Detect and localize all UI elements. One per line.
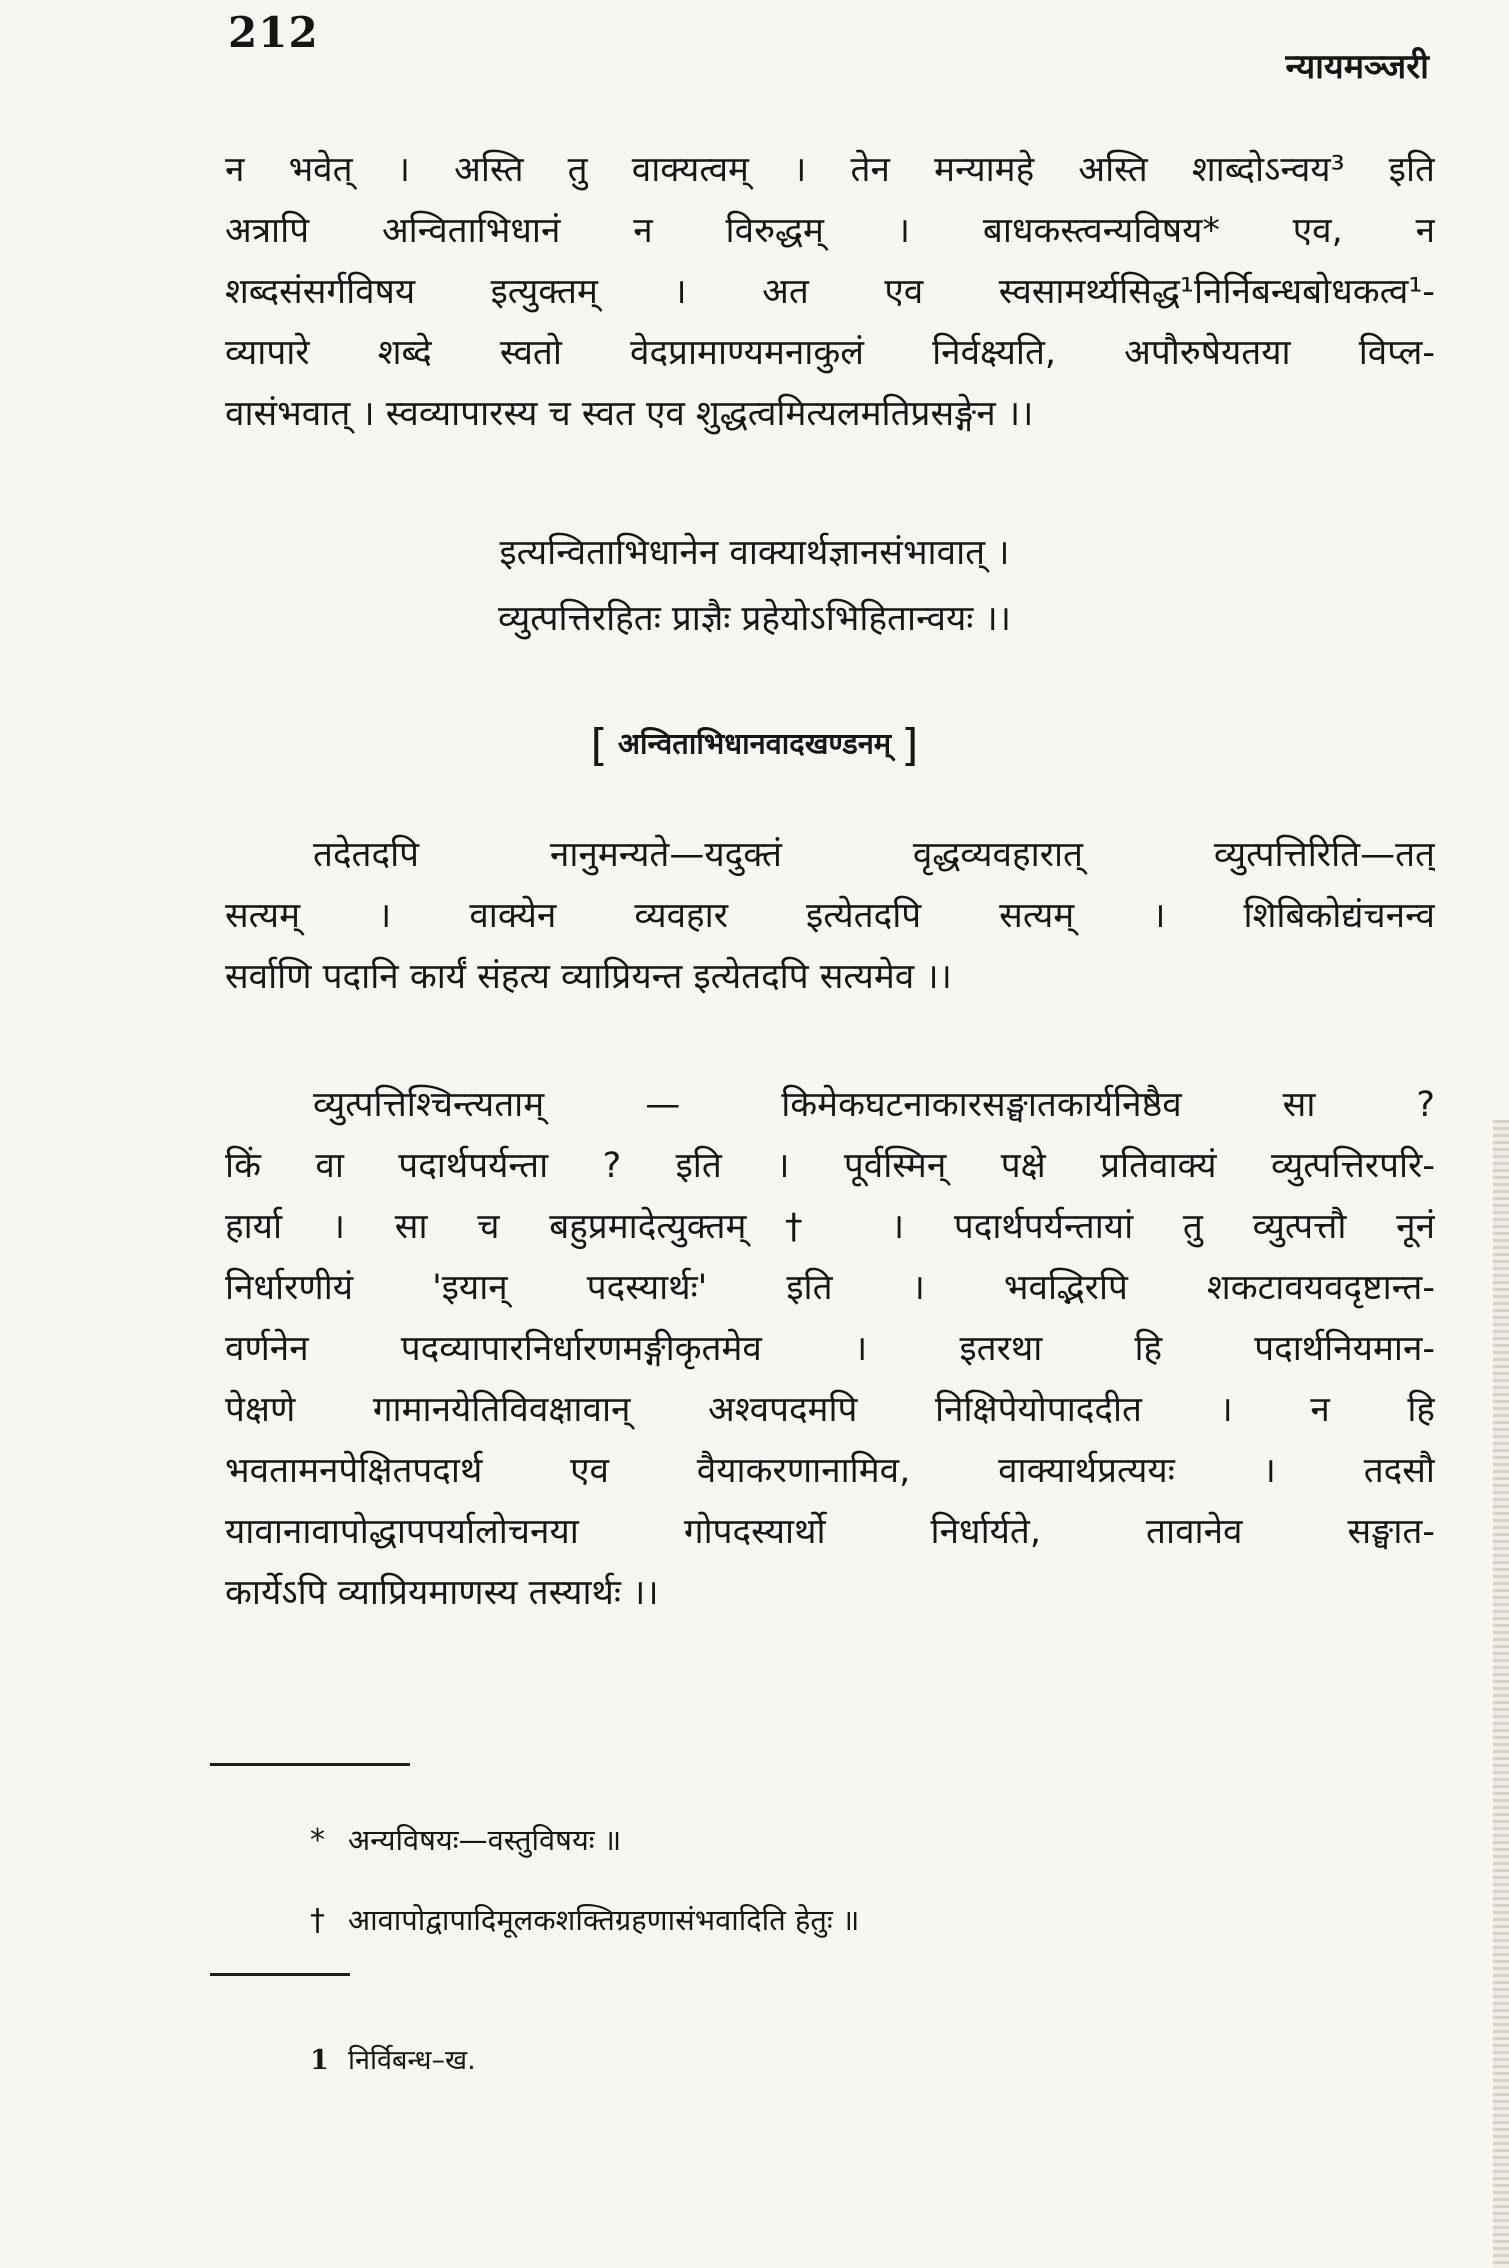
text-line: व्यापारे शब्दे स्वतो वेदप्रामाण्यमनाकुलं निर्वक्ष्यति, अपौरुषेयतया विप्ल- xyxy=(225,333,1435,373)
text-line: कार्येऽपि व्याप्रियमाणस्य तस्यार्थः ।। xyxy=(225,1573,659,1613)
heading-text: अन्विताभिधानवादखण्डनम् xyxy=(617,726,892,761)
footnote xyxy=(310,1820,621,1859)
footnote-mark: † xyxy=(310,1903,325,1938)
verse-line: इत्यन्विताभिधानेन वाक्यार्थज्ञानसंभावात् । xyxy=(499,533,1010,573)
verse-block xyxy=(0,520,1509,652)
heading-open-bracket: [ xyxy=(590,720,608,771)
page-number: 212 xyxy=(228,8,319,57)
text-line: पेक्षणे गामानयेतिविवक्षावान् अश्वपदमपि निक्षिपेयोपाददीत । न हि xyxy=(225,1390,1435,1430)
text-line: सत्यम् । वाक्येन व्यवहार इत्येतदपि सत्यम् । शिबिकोद्यंचनन्व xyxy=(225,896,1435,936)
heading-close-bracket: ] xyxy=(901,720,919,771)
text-line: वर्णनेन पदव्यापारनिर्धारणमङ्गीकृतमेव । इतरथा हि पदार्थनियमान- xyxy=(225,1329,1435,1369)
text-line: वासंभवात् । स्वव्यापारस्य च स्वत एव शुद्धत्वमित्यलमतिप्रसङ्गेन ।। xyxy=(225,394,1034,434)
text-line: शब्दसंसर्गविषय इत्युक्तम् । अत एव स्वसामर्थ्यसिद्ध¹निर्निबन्धबोधकत्व¹- xyxy=(225,272,1435,312)
verse-line: व्युत्पत्तिरहितः प्राज्ञैः प्रहेयोऽभिहितान्वयः ।। xyxy=(497,599,1012,639)
paragraph-2 xyxy=(225,825,1435,1008)
footnote-mark: * xyxy=(310,1823,325,1858)
footnote-text: आवापोद्वापादिमूलकशक्तिग्रहणासंभवादिति हेतुः ॥ xyxy=(348,1903,860,1937)
footnote xyxy=(310,1900,859,1939)
text-line: अत्रापि अन्विताभिधानं न विरुद्धम् । बाधकस्त्वन्यविषय* एव, न xyxy=(225,211,1435,251)
text-line: यावानावापोद्धापपर्यालोचनया गोपदस्यार्थो निर्धार्यते, तावानेव सङ्घात- xyxy=(225,1512,1435,1552)
variant-divider xyxy=(210,1973,350,1976)
paragraph-1 xyxy=(225,140,1435,445)
text-line: व्युत्पत्तिश्चिन्त्यताम् — किमेकघटनाकारसङ्घातकार्यनिष्ठैव सा ? xyxy=(313,1085,1435,1125)
text-line: भवतामनपेक्षितपदार्थ एव वैयाकरणानामिव, वाक्यार्थप्रत्ययः । तदसौ xyxy=(225,1451,1435,1491)
text-line: हार्या । सा च बहुप्रमादेत्युक्तम्† । पदार्थपर्यन्तायां तु व्युत्पत्तौ नूनं xyxy=(225,1207,1435,1247)
footnote-divider xyxy=(210,1763,410,1766)
running-head: न्यायमञ्जरी xyxy=(1285,47,1429,87)
text-line: सर्वाणि पदानि कार्यं संहत्य व्याप्रियन्त इत्येतदपि सत्यमेव ।। xyxy=(225,957,952,997)
text-line: किं वा पदार्थपर्यन्ता ? इति । पूर्वस्मिन् पक्षे प्रतिवाक्यं व्युत्पत्तिरपरि- xyxy=(225,1146,1435,1186)
paragraph-3 xyxy=(225,1075,1435,1624)
variant-text: निर्विबन्ध–ख. xyxy=(348,2045,476,2076)
scan-edge-shadow xyxy=(1493,1120,1509,2268)
text-line: तदेतदपि नानुमन्यते—यदुक्तं वृद्धव्यवहारात् व्युत्पत्तिरिति—तत् xyxy=(313,835,1435,875)
text-line: निर्धारणीयं 'इयान् पदस्यार्थः' इति । भवद्भिरपि शकटावयवदृष्टान्त- xyxy=(225,1268,1435,1308)
variant-number: 1 xyxy=(310,2045,329,2076)
variant-reading xyxy=(310,2040,476,2077)
text-line: न भवेत् । अस्ति तु वाक्यत्वम् । तेन मन्यामहे अस्ति शाब्दोऽन्वय³ इति xyxy=(225,150,1435,190)
section-heading xyxy=(0,720,1509,771)
footnote-text: अन्यविषयः—वस्तुविषयः ॥ xyxy=(348,1823,622,1857)
